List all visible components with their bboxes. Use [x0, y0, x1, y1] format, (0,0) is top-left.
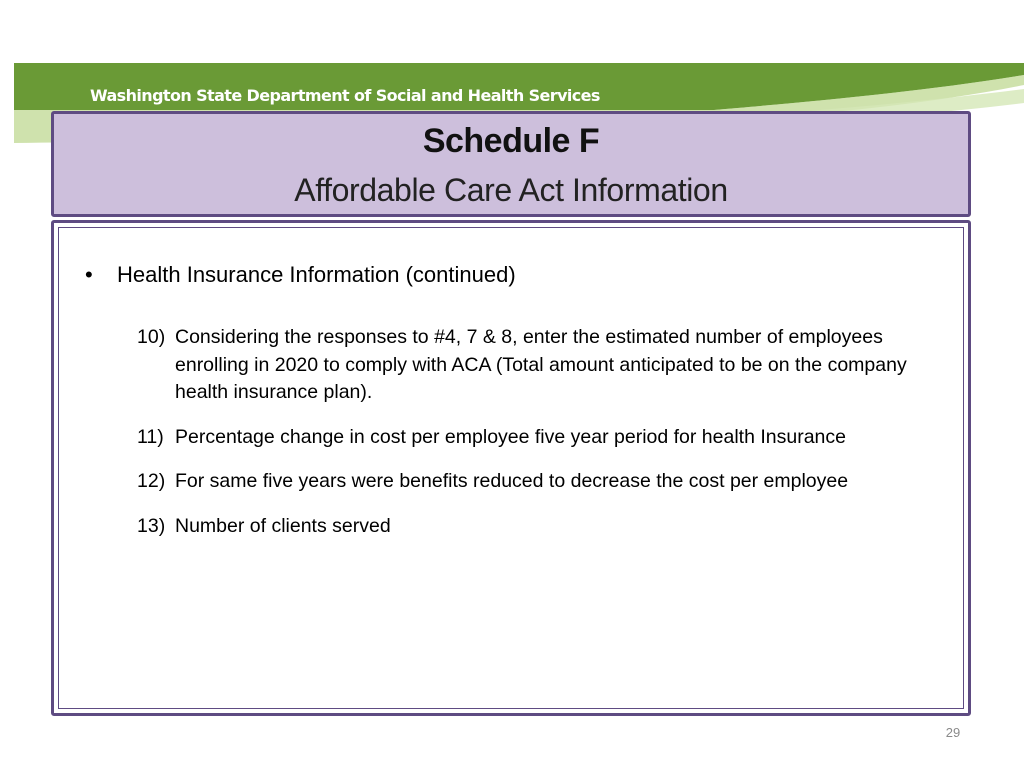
list-item-number: 11) — [137, 425, 164, 448]
title-box — [51, 111, 971, 217]
page-subtitle: Affordable Care Act Information — [294, 172, 728, 208]
list-item-number: 12) — [137, 470, 166, 492]
list-item-text: Considering the responses to #4, 7 & 8, enter the estimated number of employees enrolling in 2020 to comply with ACA (Total amount anticipated to be on the company health insurance plan). — [175, 326, 907, 403]
list-item — [137, 324, 957, 407]
bullet-icon: • — [85, 262, 93, 287]
page-number: 29 — [945, 725, 961, 740]
list-item-text: Percentage change in cost per employee five year period for health Insurance — [175, 425, 846, 448]
bullet-heading-text: Health Insurance Information (continued) — [117, 262, 516, 287]
list-item — [137, 424, 957, 452]
list-item-number: 13) — [137, 514, 166, 537]
content-inner-frame — [58, 227, 964, 709]
numbered-list — [137, 324, 957, 557]
list-item-number: 10) — [137, 326, 166, 348]
list-item — [137, 513, 957, 541]
list-item-text: For same five years were benefits reduced to decrease the cost per employee — [175, 470, 849, 492]
agency-name: Washington State Department of Social and Health Services — [90, 86, 600, 105]
list-item-text: Number of clients served — [175, 514, 391, 537]
content-frame — [51, 220, 971, 716]
list-item — [137, 468, 957, 496]
bullet-heading — [85, 262, 516, 288]
page-title: Schedule F — [422, 122, 600, 160]
